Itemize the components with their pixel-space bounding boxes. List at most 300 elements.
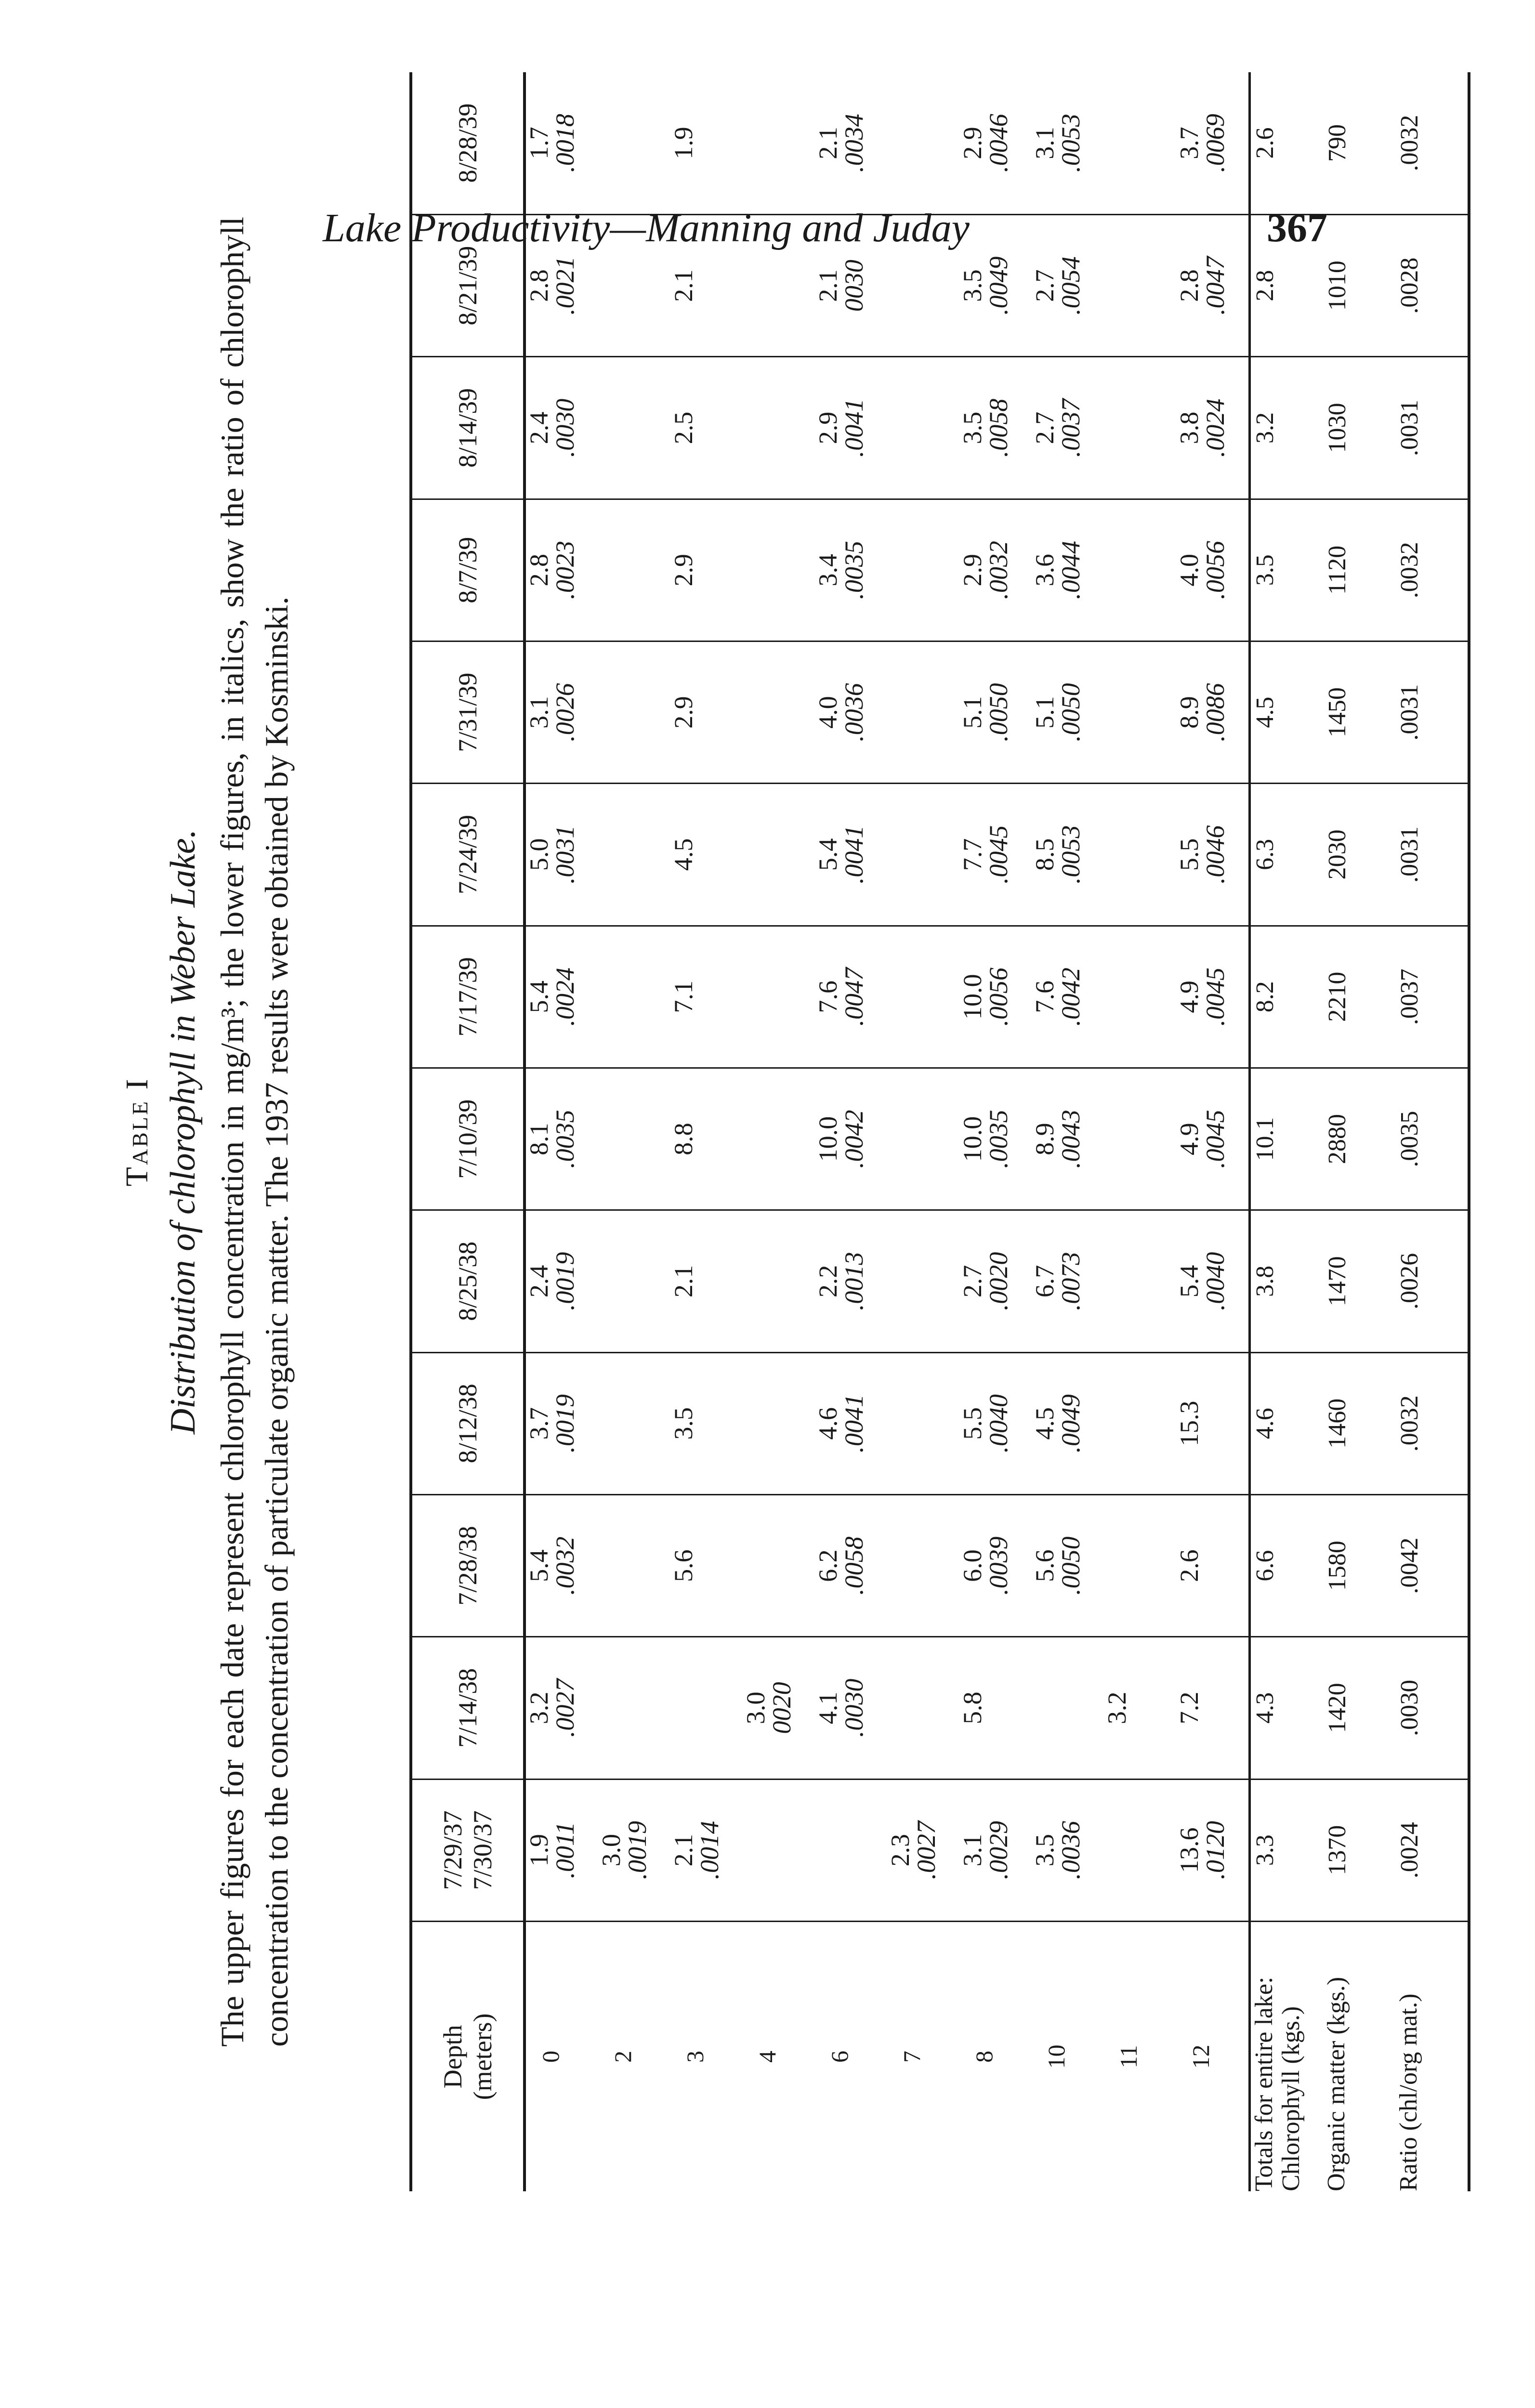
chlorophyll-value: 4.9 [1175, 1123, 1204, 1155]
chlorophyll-value: 2.1 [813, 127, 842, 159]
total-value: .0032 [1395, 1352, 1469, 1494]
table-cell [743, 214, 815, 356]
table-cell [670, 357, 743, 499]
chlorophyll-value: 1.9 [525, 1833, 553, 1867]
table-cell [598, 499, 670, 641]
ratio-value: .0030 [551, 398, 579, 458]
table-cell [959, 499, 1032, 641]
date-header-line: 7/14/38 [453, 1668, 482, 1748]
ratio-value: .0014 [695, 1820, 724, 1880]
table-cell [959, 1779, 1032, 1921]
ratio-value: .0037 [1056, 398, 1085, 458]
chlorophyll-value: 8.8 [669, 1123, 698, 1155]
table-cell [670, 1068, 743, 1210]
table-cell [887, 784, 959, 926]
date-header-line: 7/31/39 [453, 672, 482, 752]
total-value: .0042 [1395, 1494, 1469, 1636]
depth-label: 4 [754, 2050, 781, 2063]
chlorophyll-value: 2.7 [1030, 269, 1059, 302]
depth-label: 12 [1187, 2044, 1214, 2069]
ratio-value: .0046 [1201, 825, 1230, 884]
ratio-value: .0027 [551, 1678, 579, 1738]
total-value: .0031 [1395, 641, 1469, 783]
total-label-text: Organic matter (kgs.) [1323, 1976, 1350, 2191]
date-header-line: 7/29/37 [438, 1810, 467, 1890]
chlorophyll-value: 4.6 [813, 1407, 842, 1440]
depth-label: 3 [682, 2050, 708, 2063]
chlorophyll-value: 5.4 [525, 1549, 553, 1582]
date-header [411, 926, 525, 1068]
chlorophyll-value: 5.6 [669, 1549, 698, 1582]
table-label: Table I [119, 1077, 155, 1187]
ratio-value: .0047 [1201, 256, 1230, 315]
chlorophyll-value: 4.0 [813, 696, 842, 729]
table-cell [598, 1068, 670, 1210]
table-cell [1104, 1210, 1176, 1352]
total-value: .0031 [1395, 784, 1469, 926]
depth-label: 6 [826, 2050, 853, 2063]
table-caption [111, 72, 400, 2191]
table-cell [670, 1494, 743, 1636]
chlorophyll-value: 3.5 [1030, 1833, 1059, 1867]
table-cell [1176, 1494, 1250, 1636]
totals-heading: Totals for entire lake: [1250, 1976, 1278, 2191]
table-cell [670, 1210, 743, 1352]
table-cell [959, 784, 1032, 926]
total-row [1323, 72, 1395, 2191]
chlorophyll-value: 7.7 [958, 838, 987, 871]
date-header-line: 7/28/38 [453, 1526, 482, 1606]
total-row [1250, 72, 1324, 2191]
table-cell [1104, 1779, 1176, 1921]
date-header [411, 357, 525, 499]
ratio-value: .0024 [1201, 398, 1230, 458]
chlorophyll-value: 2.1 [669, 269, 698, 302]
table-cell [598, 357, 670, 499]
ratio-value: .0034 [840, 114, 868, 172]
total-label-text: Chlorophyll (kgs.) [1277, 2006, 1305, 2191]
table-cell [598, 1779, 670, 1921]
table-cell [959, 1352, 1032, 1494]
table-cell [670, 1779, 743, 1921]
ratio-value: .0056 [1201, 541, 1230, 600]
chlorophyll-value: 8.1 [525, 1123, 553, 1155]
table-cell [525, 72, 598, 214]
total-value: 2210 [1323, 926, 1395, 1068]
table-cell [670, 926, 743, 1068]
date-header-line: 7/10/39 [453, 1099, 482, 1179]
table-title: Distribution of chlorophyll in Weber Lake. [163, 829, 203, 1435]
chlorophyll-value: 4.5 [669, 838, 698, 871]
chlorophyll-value: 6.7 [1030, 1265, 1059, 1298]
table-header-row [411, 72, 525, 2191]
chlorophyll-value: 10.0 [958, 1116, 987, 1162]
total-value: 4.6 [1250, 1352, 1324, 1494]
depth-label: 0 [537, 2050, 564, 2063]
table-cell [1176, 214, 1250, 356]
ratio-value: .0035 [984, 1110, 1013, 1168]
table-cell [959, 1494, 1032, 1636]
table-cell [1176, 784, 1250, 926]
chlorophyll-value: 10.0 [813, 1116, 842, 1162]
table-cell [959, 72, 1032, 214]
table-cell [815, 357, 887, 499]
table-cell [815, 1494, 887, 1636]
ratio-value: .0056 [984, 968, 1013, 1026]
total-value: 6.6 [1250, 1494, 1324, 1636]
table-cell [1032, 214, 1104, 356]
date-header [411, 784, 525, 926]
table-cell [670, 1352, 743, 1494]
chlorophyll-value: 2.9 [669, 554, 698, 587]
chlorophyll-value: 2.4 [525, 1265, 553, 1298]
table-cell [1104, 784, 1176, 926]
table-cell [959, 214, 1032, 356]
total-value: 1470 [1323, 1210, 1395, 1352]
date-header-line: 7/17/39 [453, 957, 482, 1037]
total-value: 6.3 [1250, 784, 1324, 926]
chlorophyll-value: 5.5 [958, 1407, 987, 1440]
ratio-value: .0035 [551, 1110, 579, 1168]
table-cell [887, 1352, 959, 1494]
table-cell [1032, 1779, 1104, 1921]
table-cell [815, 499, 887, 641]
chlorophyll-value: 2.1 [669, 1265, 698, 1298]
ratio-value: .0073 [1056, 1252, 1085, 1311]
ratio-value: .0120 [1201, 1820, 1230, 1880]
ratio-value: .0029 [984, 1820, 1013, 1880]
chlorophyll-value: 1.9 [669, 127, 698, 159]
total-row [1395, 72, 1469, 2191]
chlorophyll-value: 3.1 [958, 1833, 987, 1867]
table-cell [1104, 926, 1176, 1068]
date-header [411, 1210, 525, 1352]
chlorophyll-value: 2.9 [958, 554, 987, 587]
chlorophyll-value: 3.5 [669, 1407, 698, 1440]
table-cell [743, 72, 815, 214]
chlorophyll-value: 2.6 [1175, 1549, 1204, 1582]
table-cell [1176, 1779, 1250, 1921]
chlorophyll-value: 8.9 [1175, 696, 1204, 729]
ratio-value: .0069 [1201, 114, 1230, 172]
ratio-value: .0018 [551, 114, 579, 172]
date-header [411, 1779, 525, 1921]
ratio-value: .0040 [984, 1394, 1013, 1453]
ratio-value: .0032 [984, 541, 1013, 600]
table-cell [1032, 1210, 1104, 1352]
total-value: 8.2 [1250, 926, 1324, 1068]
chlorophyll-value: 3.7 [1175, 127, 1204, 159]
table-cell [1176, 499, 1250, 641]
table-cell [815, 1210, 887, 1352]
date-header-line: 8/12/38 [453, 1384, 482, 1464]
total-value: 1460 [1323, 1352, 1395, 1494]
chlorophyll-value: 2.9 [669, 696, 698, 729]
depth-label: 11 [1115, 2045, 1142, 2068]
table-cell [525, 357, 598, 499]
table-cell [1032, 784, 1104, 926]
table-cell [743, 1637, 815, 1779]
chlorophyll-value: 15.3 [1175, 1400, 1204, 1446]
ratio-value: 0020 [767, 1682, 796, 1734]
rotated-table-block [111, 72, 1423, 2191]
table-cell [1104, 1352, 1176, 1494]
table-cell [1104, 1637, 1176, 1779]
total-value: 4.5 [1250, 641, 1324, 783]
depth-label: 8 [971, 2050, 997, 2063]
date-header-line: 8/21/39 [453, 246, 482, 326]
table-cell [887, 641, 959, 783]
total-value: .0032 [1395, 72, 1469, 214]
depth-label: 2 [609, 2050, 636, 2063]
date-header [411, 499, 525, 641]
date-header [411, 1494, 525, 1636]
table-cell [598, 1210, 670, 1352]
depth-header [411, 1921, 525, 2191]
table-note: The upper figures for each date represent chlorophyll concentration in mg/m³; the lower figures, in italics, show the ratio of chlorophyll concentration to the concentration of particulate organic matter. The 1937 results were obtained by Kosminski. [214, 217, 295, 2047]
table-cell [1176, 926, 1250, 1068]
depth-row [1104, 72, 1176, 2191]
ratio-value: .0020 [984, 1252, 1013, 1311]
table-cell [525, 1210, 598, 1352]
table-cell [743, 926, 815, 1068]
table-cell [887, 357, 959, 499]
chlorophyll-value: 5.4 [813, 838, 842, 871]
depth-label: 10 [1043, 2044, 1070, 2069]
table-cell [1104, 72, 1176, 214]
chlorophyll-value: 2.3 [886, 1833, 915, 1867]
total-value: 3.2 [1250, 357, 1324, 499]
chlorophyll-value: 5.6 [1030, 1549, 1059, 1582]
chlorophyll-value: 3.2 [525, 1691, 553, 1725]
chlorophyll-value: 5.1 [1030, 696, 1059, 729]
date-header-line: 8/14/39 [453, 388, 482, 468]
ratio-value: 0030 [840, 260, 868, 312]
table-cell [525, 1068, 598, 1210]
table-cell [525, 1352, 598, 1494]
ratio-value: .0043 [1056, 1110, 1085, 1168]
ratio-value: .0024 [551, 968, 579, 1026]
depth-label: 7 [898, 2050, 925, 2063]
chlorophyll-value: 5.5 [1175, 838, 1204, 871]
chlorophyll-value: 5.1 [958, 696, 987, 729]
table-cell [1176, 72, 1250, 214]
ratio-value: .0030 [840, 1678, 868, 1738]
table-cell [815, 784, 887, 926]
chlorophyll-value: 6.2 [813, 1549, 842, 1582]
chlorophyll-value: 7.6 [813, 981, 842, 1013]
chlorophyll-value: 2.7 [1030, 411, 1059, 445]
ratio-value: .0044 [1056, 541, 1085, 600]
chlorophyll-value: 7.6 [1030, 981, 1059, 1013]
ratio-value: .0023 [551, 541, 579, 600]
table-cell [959, 641, 1032, 783]
chlorophyll-value: 5.8 [958, 1691, 987, 1725]
total-value: .0032 [1395, 499, 1469, 641]
table-cell [525, 1494, 598, 1636]
ratio-value: .0050 [1056, 683, 1085, 742]
depth-row [1032, 72, 1104, 2191]
chlorophyll-value: 2.9 [958, 127, 987, 159]
table-cell [598, 641, 670, 783]
ratio-value: .0036 [1056, 1820, 1085, 1880]
chlorophyll-value: 4.9 [1175, 981, 1204, 1013]
chlorophyll-value: 5.0 [525, 838, 553, 871]
chlorophyll-value: 2.8 [525, 269, 553, 302]
table-cell [887, 1068, 959, 1210]
table-cell [887, 1779, 959, 1921]
ratio-value: .0049 [1056, 1394, 1085, 1453]
date-header [411, 72, 525, 214]
total-value: 790 [1323, 72, 1395, 214]
ratio-value: .0086 [1201, 683, 1230, 742]
table-cell [598, 784, 670, 926]
ratio-value: .0041 [840, 825, 868, 884]
table-cell [525, 499, 598, 641]
page-number: 367 [1267, 206, 1327, 250]
ratio-value: .0027 [912, 1820, 941, 1880]
table-cell [959, 926, 1032, 1068]
chlorophyll-value: 3.1 [1030, 127, 1059, 159]
table-cell [670, 1637, 743, 1779]
table-cell [815, 641, 887, 783]
table-cell [1176, 641, 1250, 783]
table-cell [670, 499, 743, 641]
table-cell [1176, 1068, 1250, 1210]
date-header [411, 1068, 525, 1210]
depth-row [1176, 72, 1250, 2191]
ratio-value: .0047 [840, 968, 868, 1026]
table-cell [670, 641, 743, 783]
total-value: 1030 [1323, 357, 1395, 499]
table-cell [670, 784, 743, 926]
table-body [525, 72, 1469, 2191]
ratio-value: .0058 [984, 398, 1013, 458]
depth-row [887, 72, 959, 2191]
ratio-value: .0054 [1056, 256, 1085, 315]
table-cell [743, 1779, 815, 1921]
ratio-value: .0019 [551, 1394, 579, 1453]
table-cell [887, 1494, 959, 1636]
chlorophyll-value: 3.2 [1102, 1691, 1131, 1725]
table-cell [959, 1637, 1032, 1779]
total-value: .0026 [1395, 1210, 1469, 1352]
total-value: .0037 [1395, 926, 1469, 1068]
table-cell [743, 1494, 815, 1636]
table-cell [1032, 641, 1104, 783]
total-value: .0035 [1395, 1068, 1469, 1210]
table-cell [887, 1210, 959, 1352]
chlorophyll-value: 3.6 [1030, 554, 1059, 587]
chlorophyll-value: 2.8 [525, 554, 553, 587]
chlorophyll-value: 3.0 [741, 1691, 770, 1725]
chlorophyll-value: 3.0 [597, 1833, 626, 1867]
table-cell [1104, 357, 1176, 499]
total-value: 1370 [1323, 1779, 1395, 1921]
table-cell [743, 784, 815, 926]
table-cell [815, 72, 887, 214]
ratio-value: .0039 [984, 1536, 1013, 1595]
depth-header-line: Depth [438, 2025, 467, 2089]
table-cell [1176, 1210, 1250, 1352]
total-value: 1420 [1323, 1637, 1395, 1779]
table-cell [959, 357, 1032, 499]
chlorophyll-value: 8.9 [1030, 1123, 1059, 1155]
table-cell [1104, 1494, 1176, 1636]
ratio-value: .0046 [984, 114, 1013, 172]
ratio-value: .0050 [984, 683, 1013, 742]
table-cell [1032, 72, 1104, 214]
ratio-value: .0058 [840, 1536, 868, 1595]
depth-row [959, 72, 1032, 2191]
ratio-value: .0053 [1056, 825, 1085, 884]
total-value: .0028 [1395, 214, 1469, 356]
ratio-value: .0042 [1056, 968, 1085, 1026]
total-value: 2880 [1323, 1068, 1395, 1210]
chlorophyll-value: 3.7 [525, 1407, 553, 1440]
table-cell [1104, 214, 1176, 356]
total-value: .0024 [1395, 1779, 1469, 1921]
total-value: 1450 [1323, 641, 1395, 783]
table-cell [743, 1068, 815, 1210]
chlorophyll-value: 4.1 [813, 1691, 842, 1725]
table-cell [1032, 926, 1104, 1068]
ratio-value: .0045 [984, 825, 1013, 884]
table-cell [1032, 1637, 1104, 1779]
table-cell [598, 926, 670, 1068]
total-value: 1580 [1323, 1494, 1395, 1636]
ratio-value: .0036 [840, 683, 868, 742]
table-cell [743, 641, 815, 783]
ratio-value: .0040 [1201, 1252, 1230, 1311]
table-cell [743, 1352, 815, 1494]
table-cell [598, 1637, 670, 1779]
chlorophyll-value: 2.4 [525, 411, 553, 445]
chlorophyll-value: 10.0 [958, 974, 987, 1020]
table-cell [598, 72, 670, 214]
date-header [411, 214, 525, 356]
total-value: .0030 [1395, 1637, 1469, 1779]
total-value: 3.3 [1250, 1779, 1324, 1921]
ratio-value: .0045 [1201, 1110, 1230, 1168]
total-value: 2.8 [1250, 214, 1324, 356]
total-value: 3.5 [1250, 499, 1324, 641]
table-cell [887, 499, 959, 641]
ratio-value: .0013 [840, 1252, 868, 1311]
total-value: 4.3 [1250, 1637, 1324, 1779]
ratio-value: .0053 [1056, 114, 1085, 172]
depth-row [525, 72, 598, 2191]
table-cell [525, 1637, 598, 1779]
total-value: 1120 [1323, 499, 1395, 641]
ratio-value: .0019 [551, 1252, 579, 1311]
table-cell [815, 1779, 887, 1921]
ratio-value: .0049 [984, 256, 1013, 315]
ratio-value: .0035 [840, 541, 868, 600]
ratio-value: .0041 [840, 1394, 868, 1453]
table-cell [887, 214, 959, 356]
ratio-value: .0026 [551, 683, 579, 742]
table-cell [1032, 357, 1104, 499]
chlorophyll-value: 4.0 [1175, 554, 1204, 587]
ratio-value: .0021 [551, 256, 579, 315]
total-value: .0031 [1395, 357, 1469, 499]
total-label [1395, 1921, 1469, 2191]
depth-row [670, 72, 743, 2191]
running-head: Lake Productivity—Manning and Juday [323, 206, 970, 250]
chlorophyll-value: 3.5 [958, 269, 987, 302]
chlorophyll-value: 7.1 [669, 981, 698, 1013]
